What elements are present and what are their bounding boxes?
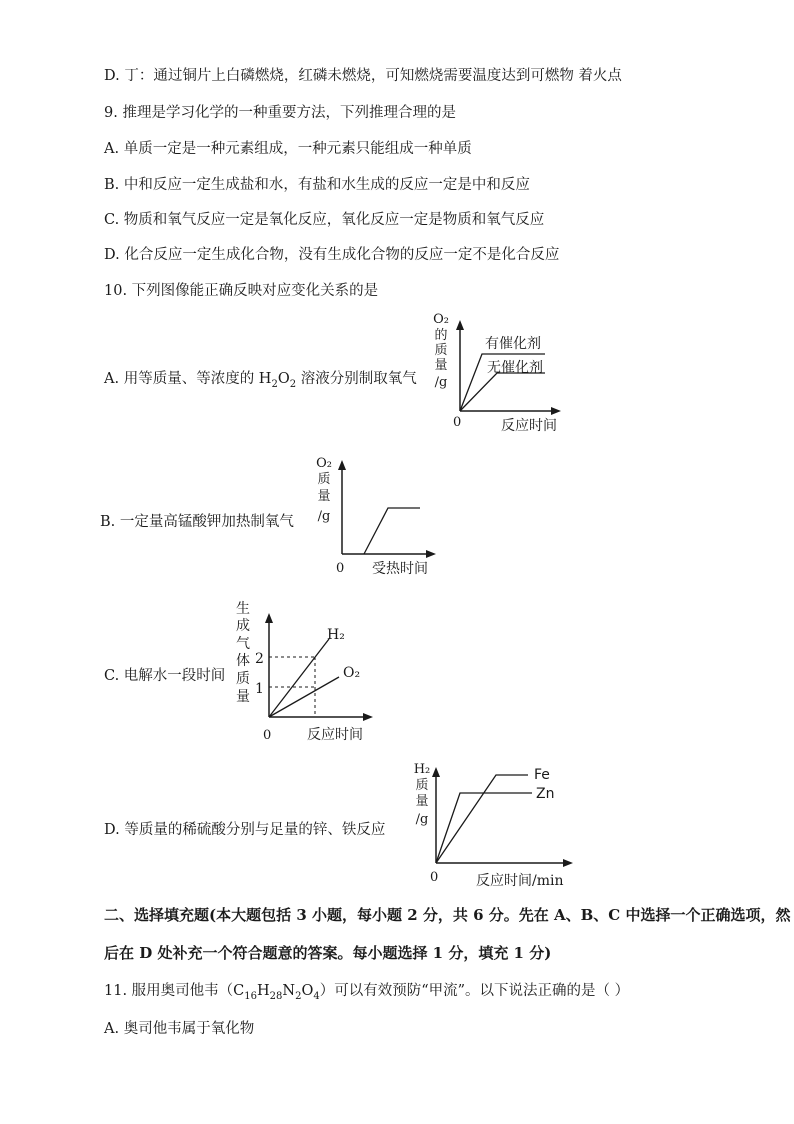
q11-text-post: ）可以有效预防“甲流”。以下说法正确的是（ ） [319,983,630,999]
graph-a [425,308,575,438]
graph-c-x-arrow [363,713,373,721]
graph-b-line [364,508,420,554]
graph-c-series-h2: H₂ [327,627,345,643]
graph-d-xlabel: 反应时间/min [476,873,564,889]
graph-c-ylabel-2: 气 [236,636,250,652]
graph-a-ylabel-4: /g [434,375,448,390]
graph-d-ylabel-0: H₂ [413,762,431,777]
graph-d-y-arrow [432,767,440,777]
q10-option-b: B. 一定量高锰酸钾加热制氧气 [100,514,294,530]
graph-c-ylabel [236,600,250,705]
q10-option-d: D. 等质量的稀硫酸分别与足量的锌、铁反应 [104,822,386,838]
graph-d-line-zn [436,793,532,863]
graph-a-xlabel: 反应时间 [501,418,557,434]
graph-c-ylabel-5: 量 [236,689,250,705]
graph-c-ylabel-3: 体 [236,653,250,669]
graph-d-origin: 0 [430,870,439,885]
graph-c-tick-1: 1 [255,681,264,697]
graph-c-y-arrow [265,613,273,623]
q11-text-pre: 11. 服用奥司他韦（C [104,983,245,999]
graph-a-legend-catalyst: 有催化剂 [485,336,541,352]
section-2-heading-cont: 后在 D 处补充一个符合题意的答案。每小题选择 1 分，填充 1 分) [104,944,552,962]
graph-b-y-arrow [338,460,346,470]
q9-option-a: A. 单质一定是一种元素组成，一种元素只能组成一种单质 [104,141,472,157]
q10a-text-post: 溶液分别制取氧气 [300,371,417,387]
graph-a-ylabel-2: 质 [434,343,448,358]
question-9: 9. 推理是学习化学的一种重要方法，下列推理合理的是 [104,105,456,121]
graph-a-x-arrow [551,407,561,415]
q9-option-d: D. 化合反应一定生成化合物，没有生成化合物的反应一定不是化合反应 [104,247,560,263]
section-2-heading: 二、选择填充题(本大题包括 3 小题，每小题 2 分，共 6 分。先在 A、B、C 中选择一个正确选项，然 [104,906,791,924]
graph-b-ylabel-0: O₂ [316,456,332,471]
q11-option-a: A. 奥司他韦属于氧化物 [104,1021,255,1037]
graph-b-xlabel: 受热时间 [372,561,428,577]
graph-c-line-h2 [269,639,329,717]
graph-c-origin: 0 [263,728,272,743]
graph-a-y-arrow [456,320,464,330]
graph-a-ylabel-1: 的 [434,328,448,343]
q10a-text-pre: A. 用等质量、等浓度的 H [104,371,272,387]
graph-d-line-fe [436,775,528,863]
graph-c-xlabel: 反应时间 [307,727,363,743]
graph-d-series-fe: Fe [534,767,550,783]
graph-a-origin: 0 [453,415,462,430]
graph-b [300,452,450,582]
graph-d-ylabel-2: 量 [415,794,429,809]
graph-b-ylabel-3: /g [317,509,331,524]
graph-c [225,597,385,747]
graph-d-series-zn: Zn [536,786,555,802]
graph-c-ylabel-1: 成 [236,618,250,634]
q10-option-a: A. 用等质量、等浓度的 $H_2O_2$ 溶液分别制取氧气 [104,371,417,390]
graph-c-ylabel-4: 质 [236,671,250,687]
graph-b-ylabel-1: 质 [317,472,331,487]
graph-d-ylabel-3: /g [415,812,429,827]
graph-c-tick-2: 2 [255,651,264,667]
option-d-q8: D. 丁：通过铜片上白磷燃烧，红磷未燃烧，可知燃烧需要温度达到可燃物 着火点 [104,68,622,84]
graph-c-line-o2 [269,677,339,717]
graph-b-ylabel [316,456,332,524]
graph-a-ylabel-3: 量 [434,358,448,373]
graph-c-ylabel-0: 生 [236,601,250,617]
graph-d-ylabel [414,762,431,827]
q10-option-c: C. 电解水一段时间 [104,668,226,684]
graph-a-ylabel-0: O₂ [433,312,449,327]
question-10: 10. 下列图像能正确反映对应变化关系的是 [104,283,379,299]
graph-d-x-arrow [563,859,573,867]
q9-option-b: B. 中和反应一定生成盐和水，有盐和水生成的反应一定是中和反应 [104,177,530,193]
graph-a-legend-no-catalyst: 无催化剂 [487,360,543,376]
graph-d [400,755,590,895]
graph-b-ylabel-2: 量 [317,489,331,504]
graph-b-origin: 0 [336,561,345,576]
graph-c-series-o2: O₂ [343,665,361,681]
graph-d-ylabel-1: 质 [415,778,429,793]
q9-option-c: C. 物质和氧气反应一定是氧化反应，氧化反应一定是物质和氧气反应 [104,212,545,228]
graph-a-ylabel [433,312,449,390]
graph-b-x-arrow [426,550,436,558]
question-11: 11. 服用奥司他韦$(C_{16}H_{28}N_2O_4)$可以有效预防“甲流”。以下说法正确的是（ ） [104,983,630,1002]
